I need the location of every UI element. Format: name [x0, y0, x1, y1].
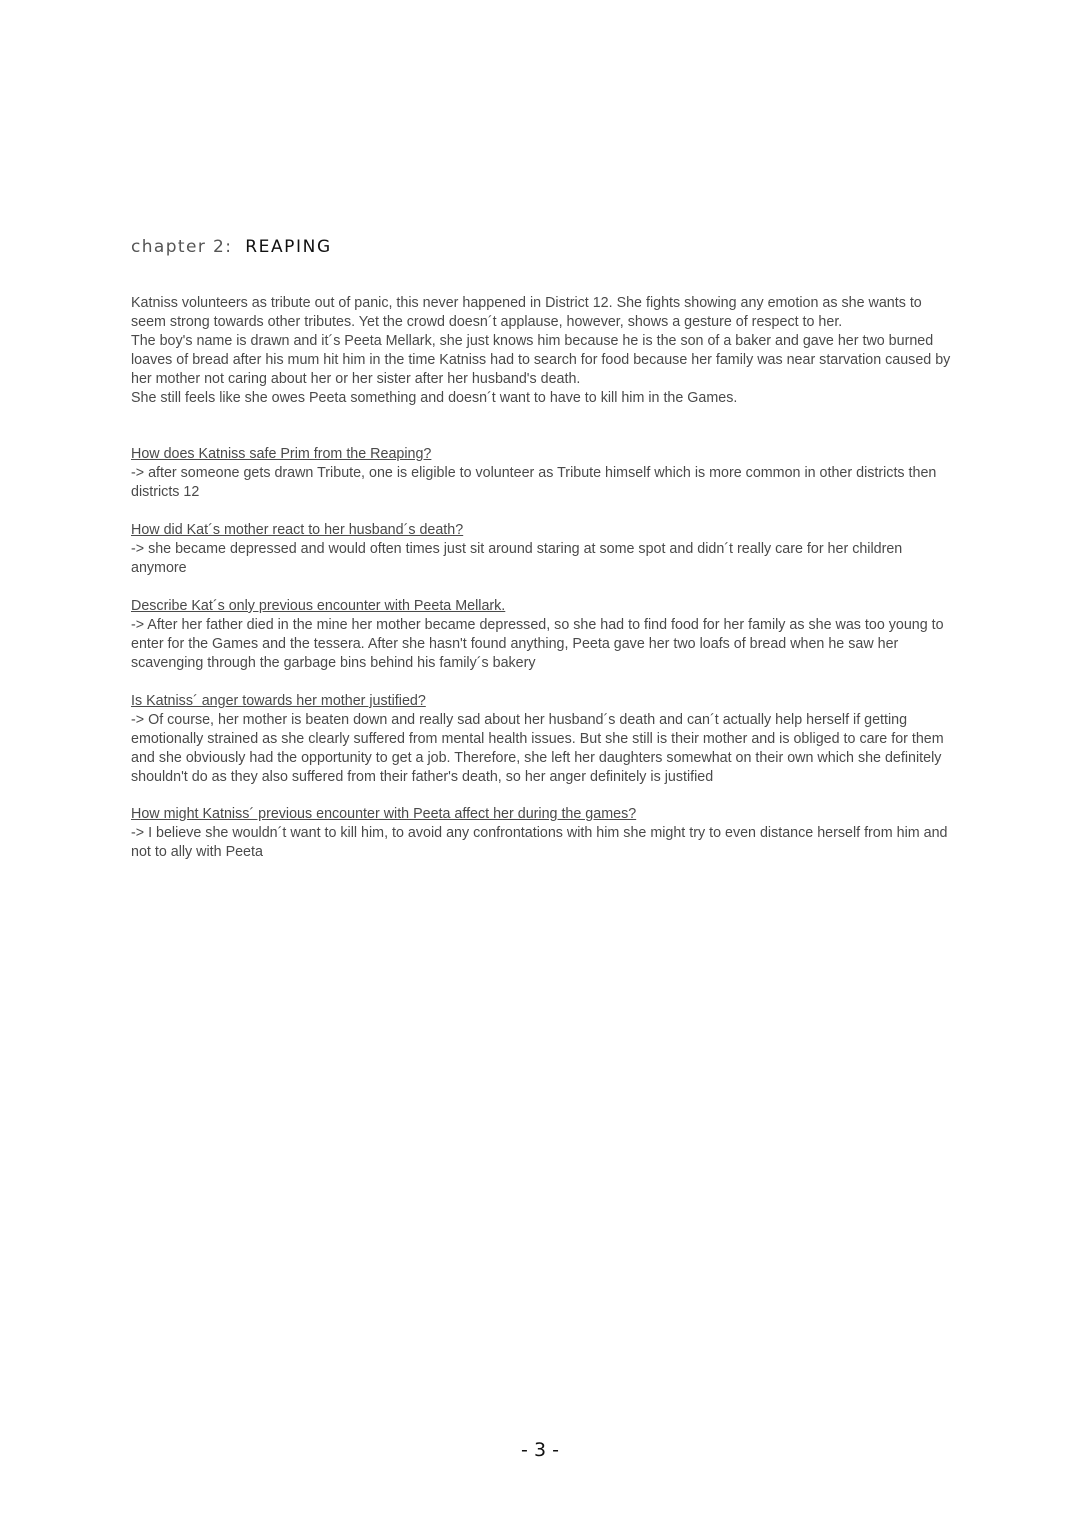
answer: -> After her father died in the mine her mother became depressed, so she had to find food for her family as she was too young to enter for the Games and the tessera. After she hasn't found anything, Peeta gave her two loafs of bread when he saw her scavenging through the garbage bins behind his family´s bakery — [131, 617, 944, 671]
question: How did Kat´s mother react to her husband´s death? — [131, 522, 464, 538]
question: How might Katniss´ previous encounter with Peeta affect her during the games? — [131, 806, 637, 822]
summary-paragraph: The boy's name is drawn and it´s Peeta Mellark, she just knows him because he is the son of a baker and gave her two burned loaves of bread after his mum hit him in the time Katniss had to search for food because her family was near starvation caused by her mother not caring about her or her sister after her husband's death. — [131, 333, 951, 387]
page-number: - 3 - — [521, 1439, 559, 1461]
answer: -> she became depressed and would often times just sit around staring at some spot and didn´t really care for her children anymore — [131, 541, 903, 576]
question: Describe Kat´s only previous encounter with Peeta Mellark. — [131, 598, 506, 614]
question: How does Katniss safe Prim from the Reaping? — [131, 446, 432, 462]
chapter-label: chapter 2: — [131, 237, 233, 257]
qa-block — [131, 445, 956, 502]
answer: -> I believe she wouldn´t want to kill him, to avoid any confrontations with him she might try to even distance herself from him and not to ally with Peeta — [131, 825, 948, 860]
summary-paragraph: She still feels like she owes Peeta something and doesn´t want to have to kill him in the Games. — [131, 390, 738, 406]
qa-block — [131, 692, 956, 787]
chapter-title: REAPING — [245, 237, 332, 257]
qa-block — [131, 805, 956, 862]
answer: -> after someone gets drawn Tribute, one is eligible to volunteer as Tribute himself which is more common in other districts then districts 12 — [131, 465, 937, 500]
answer: -> Of course, her mother is beaten down and really sad about her husband´s death and can´t actually help herself if getting emotionally strained as she clearly suffered from mental health issues. But she still is their mother and is obliged to care for them and she obviously had the opportunity to get a job. Therefore, she left her daughters somewhat on their own which she definitely shouldn't do as they also suffered from their father's death, so her anger definitely is justified — [131, 712, 944, 785]
chapter-heading — [131, 237, 332, 257]
summary-paragraph: Katniss volunteers as tribute out of panic, this never happened in District 12. She fights showing any emotion as she wants to seem strong towards other tributes. Yet the crowd doesn´t applause, however, shows a gesture of respect to her. — [131, 295, 922, 330]
question: Is Katniss´ anger towards her mother justified? — [131, 693, 426, 709]
qa-block — [131, 597, 956, 673]
qa-block — [131, 521, 956, 578]
chapter-summary — [131, 294, 956, 408]
